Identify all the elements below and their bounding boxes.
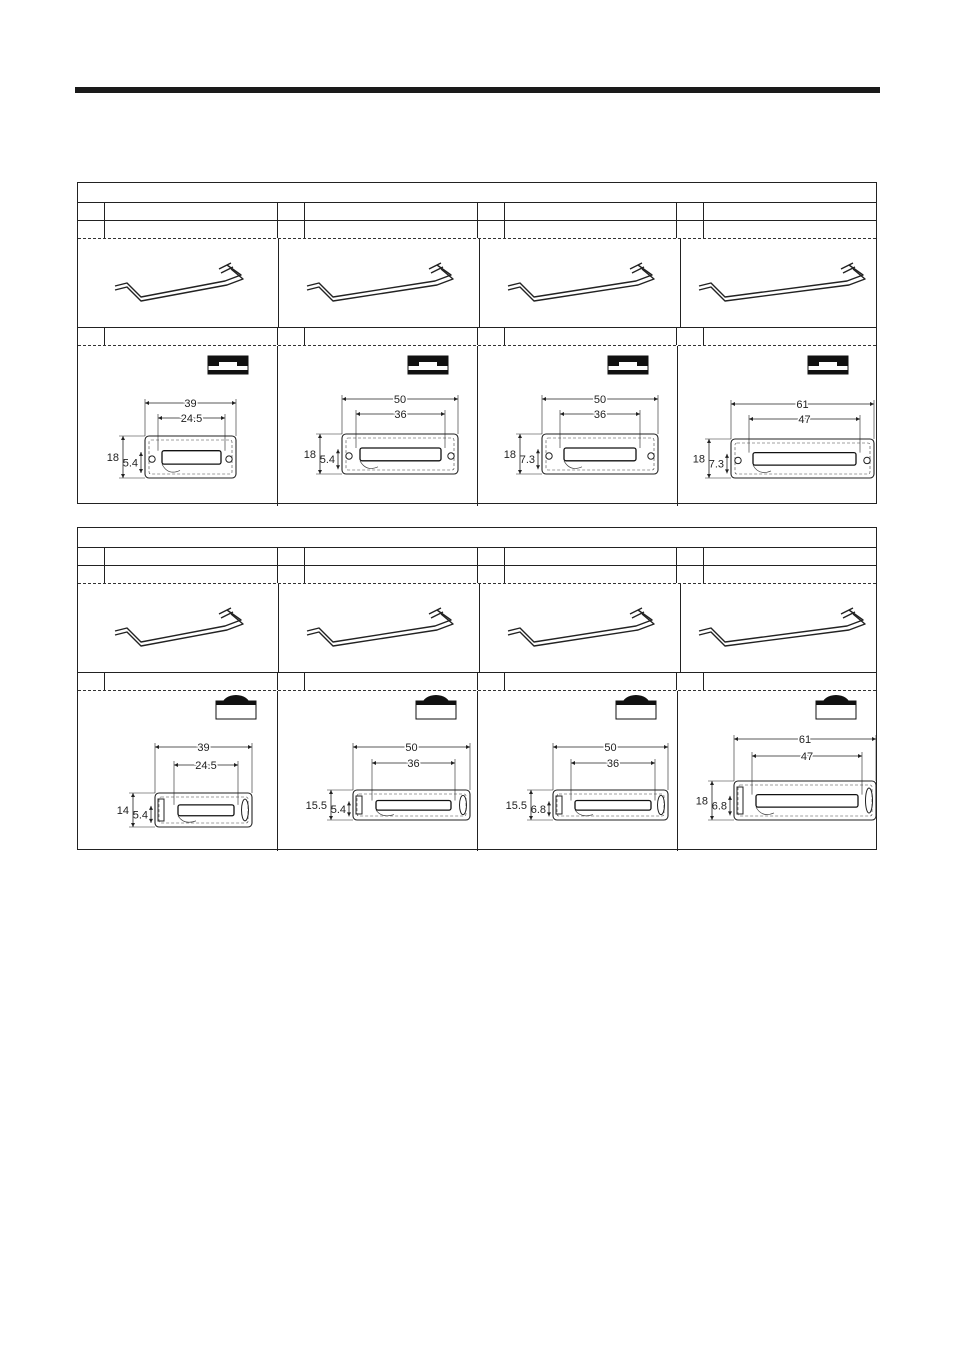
dimension-label: 6.8	[530, 803, 546, 816]
clip-curve	[756, 807, 774, 814]
connector-inner-outline	[738, 785, 872, 816]
clip-curve	[564, 461, 582, 469]
profile-fill	[816, 701, 856, 705]
arrow-head	[856, 417, 860, 421]
connector-inner-outline	[346, 438, 454, 470]
arrow-head	[529, 790, 533, 794]
arrow-head	[547, 801, 551, 805]
dimension-drawing	[478, 691, 677, 851]
arrow-head	[542, 397, 546, 401]
arrow-head	[728, 796, 732, 800]
arrow-head	[372, 761, 376, 765]
dimension-label: 24.5	[195, 760, 217, 772]
dimension-label: 6.8	[711, 800, 727, 813]
dimension-label: 5.4	[319, 454, 335, 467]
wire-lock-clip-icon	[78, 584, 278, 672]
profile-fill	[608, 370, 648, 374]
arrow-head	[571, 761, 575, 765]
model-row	[78, 566, 876, 584]
dimension-label: 5.4	[330, 803, 346, 816]
dimension-drawing	[78, 691, 277, 851]
arrow-head	[725, 454, 729, 458]
arrow-head	[707, 474, 711, 478]
profile-fill	[216, 701, 256, 705]
connector-window	[575, 801, 651, 811]
wire-lock-clip-icon	[480, 584, 680, 672]
connector-window	[178, 805, 234, 816]
dimension-label: 5.4	[122, 457, 138, 470]
section-label-row	[78, 328, 876, 346]
wire-lock-clip-icon	[681, 239, 881, 327]
dimension-drawing	[478, 346, 677, 506]
arrow-head	[131, 793, 135, 797]
wire-hook	[630, 263, 644, 273]
arrow-head	[536, 465, 540, 469]
wire-cell	[279, 239, 480, 327]
arrow-head	[454, 397, 458, 401]
arrow-head	[342, 397, 346, 401]
latch	[737, 787, 743, 814]
dimension-label: 39	[184, 398, 197, 410]
connector-window	[360, 448, 441, 461]
arrow-head	[451, 761, 455, 765]
arrow-head	[725, 469, 729, 473]
dimension-label: 61	[798, 734, 812, 746]
screw-hole	[346, 453, 352, 459]
dimension-label: 18	[106, 452, 119, 464]
arrow-head	[636, 412, 640, 416]
arrow-head	[356, 412, 360, 416]
wire-path	[508, 610, 652, 642]
dimension-row	[78, 691, 876, 851]
dimension-label: 18	[303, 449, 316, 461]
clip-curve	[753, 465, 771, 472]
arrow-head	[547, 812, 551, 816]
wire-hook	[841, 263, 855, 273]
connector-inner-outline	[735, 443, 870, 474]
wire-lock-clip-icon	[480, 239, 680, 327]
dimension-label: 14	[116, 805, 129, 817]
arrow-head	[553, 745, 557, 749]
latch	[866, 788, 873, 813]
arrow-head	[139, 469, 143, 473]
wire-path	[699, 265, 863, 297]
wire-cell	[78, 584, 279, 672]
connector-inner-outline	[546, 438, 654, 470]
image-row	[78, 239, 876, 328]
wire-hook	[219, 263, 233, 273]
wire-hook	[219, 608, 233, 618]
arrow-head	[518, 434, 522, 438]
dimension-label: 50	[604, 742, 617, 754]
arrow-head	[529, 816, 533, 820]
wire-path	[508, 265, 652, 297]
screw-hole	[648, 453, 654, 459]
arrow-head	[728, 811, 732, 815]
panel-title	[78, 528, 876, 548]
arrow-head	[441, 412, 445, 416]
arrow-head	[318, 470, 322, 474]
wire-path	[508, 614, 654, 646]
wire-hook	[429, 263, 443, 273]
wire-lock-clip-icon	[279, 584, 479, 672]
connector-window	[756, 795, 858, 807]
profile-fill	[208, 370, 248, 374]
arrow-head	[749, 417, 753, 421]
panel-1	[77, 182, 877, 504]
dimension-label: 5.4	[132, 809, 148, 822]
dimension-label: 36	[593, 409, 607, 421]
arrow-head	[121, 474, 125, 478]
latch	[242, 799, 249, 821]
arrow-head	[139, 452, 143, 456]
wire-path	[115, 269, 243, 301]
arrow-head	[731, 402, 735, 406]
wire-path	[508, 269, 654, 301]
wire-cell	[480, 584, 681, 672]
name-row	[78, 203, 876, 221]
dimension-label: 24.5	[180, 413, 203, 425]
wire-hook	[630, 608, 644, 618]
dimension-label: 15.5	[505, 800, 527, 812]
clip-curve	[575, 810, 593, 816]
clip-curve	[178, 816, 196, 823]
arrow-head	[145, 401, 149, 405]
arrow-head	[353, 745, 357, 749]
dimension-label: 7.3	[519, 454, 535, 467]
arrow-head	[651, 761, 655, 765]
arrow-head	[248, 745, 252, 749]
connector-outline	[155, 793, 252, 827]
arrow-head	[232, 401, 236, 405]
profile-fill	[408, 370, 448, 374]
arrow-head	[149, 819, 153, 823]
clip-curve	[360, 461, 378, 469]
screw-hole	[864, 457, 870, 463]
arrow-head	[872, 737, 876, 741]
dimension-drawing	[278, 691, 477, 851]
dimension-row	[78, 346, 876, 506]
arrow-head	[131, 823, 135, 827]
screw-hole	[149, 456, 155, 462]
arrow-head	[149, 806, 153, 810]
dimension-label: 47	[800, 751, 814, 763]
arrow-head	[710, 781, 714, 785]
name-row	[78, 548, 876, 566]
arrow-head	[870, 402, 874, 406]
dimension-label: 39	[197, 742, 210, 754]
clip-curve	[162, 464, 180, 472]
arrow-head	[734, 737, 738, 741]
arrow-head	[560, 412, 564, 416]
connector-outline	[734, 781, 876, 820]
wire-lock-clip-icon	[681, 584, 881, 672]
dimension-label: 47	[798, 414, 811, 426]
wire-path	[307, 265, 451, 297]
latch	[460, 795, 467, 814]
dimension-label: 50	[393, 394, 407, 406]
arrow-head	[347, 801, 351, 805]
image-row	[78, 584, 876, 673]
connector-outline	[145, 436, 236, 478]
connector-window	[162, 451, 221, 464]
wire-cell	[279, 584, 480, 672]
screw-hole	[226, 456, 232, 462]
wire-path	[115, 610, 241, 642]
connector-window	[376, 801, 451, 811]
wire-cell	[78, 239, 279, 327]
wire-cell	[480, 239, 681, 327]
wire-hook	[429, 608, 443, 618]
wire-path	[307, 614, 453, 646]
top-rule	[75, 87, 880, 93]
arrow-head	[121, 436, 125, 440]
panel-2	[77, 527, 877, 850]
arrow-head	[234, 763, 238, 767]
arrow-head	[654, 397, 658, 401]
arrow-head	[158, 416, 162, 420]
wire-path	[115, 614, 243, 646]
wire-cell	[681, 239, 881, 327]
arrow-head	[858, 754, 862, 758]
dimension-label: 18	[692, 453, 705, 466]
section-label-row	[78, 673, 876, 691]
wire-path	[699, 610, 863, 642]
dimension-drawing	[678, 346, 877, 506]
wire-path	[115, 265, 241, 297]
dimension-label: 36	[407, 758, 420, 770]
dimension-label: 50	[593, 394, 607, 406]
screw-hole	[448, 453, 454, 459]
arrow-head	[518, 470, 522, 474]
arrow-head	[329, 816, 333, 820]
arrow-head	[664, 745, 668, 749]
dimension-label: 36	[606, 758, 620, 770]
connector-inner-outline	[557, 794, 664, 816]
dimension-label: 50	[405, 742, 418, 754]
dimension-label: 15.5	[305, 800, 327, 812]
panel-title	[78, 183, 876, 203]
arrow-head	[318, 434, 322, 438]
connector-outline	[353, 790, 470, 820]
latch	[658, 795, 665, 814]
model-row	[78, 221, 876, 239]
connector-inner-outline	[357, 794, 466, 816]
connector-outline	[542, 434, 658, 474]
arrow-head	[221, 416, 225, 420]
wire-path	[307, 269, 453, 301]
arrow-head	[752, 754, 756, 758]
wire-hook	[841, 608, 855, 618]
dimension-label: 18	[695, 795, 708, 808]
profile-fill	[416, 701, 456, 705]
wire-cell	[681, 584, 881, 672]
dimension-label: 18	[503, 449, 516, 461]
dimension-label: 61	[796, 399, 809, 411]
screw-hole	[546, 453, 552, 459]
wire-lock-clip-icon	[78, 239, 278, 327]
dimension-drawing	[278, 346, 477, 506]
dimension-label: 7.3	[708, 458, 724, 471]
arrow-head	[466, 745, 470, 749]
arrow-head	[710, 816, 714, 820]
arrow-head	[347, 812, 351, 816]
arrow-head	[329, 790, 333, 794]
arrow-head	[336, 465, 340, 469]
dimension-drawing	[678, 691, 877, 851]
wire-lock-clip-icon	[279, 239, 479, 327]
screw-hole	[735, 457, 741, 463]
connector-window	[564, 448, 636, 461]
clip-curve	[376, 810, 394, 816]
profile-fill	[808, 370, 848, 374]
arrow-head	[155, 745, 159, 749]
dimension-label: 36	[394, 409, 407, 421]
connector-window	[753, 453, 856, 465]
profile-fill	[616, 701, 656, 705]
arrow-head	[536, 449, 540, 453]
dimension-drawing	[78, 346, 277, 506]
arrow-head	[707, 439, 711, 443]
arrow-head	[336, 449, 340, 453]
arrow-head	[174, 763, 178, 767]
wire-path	[307, 610, 451, 642]
